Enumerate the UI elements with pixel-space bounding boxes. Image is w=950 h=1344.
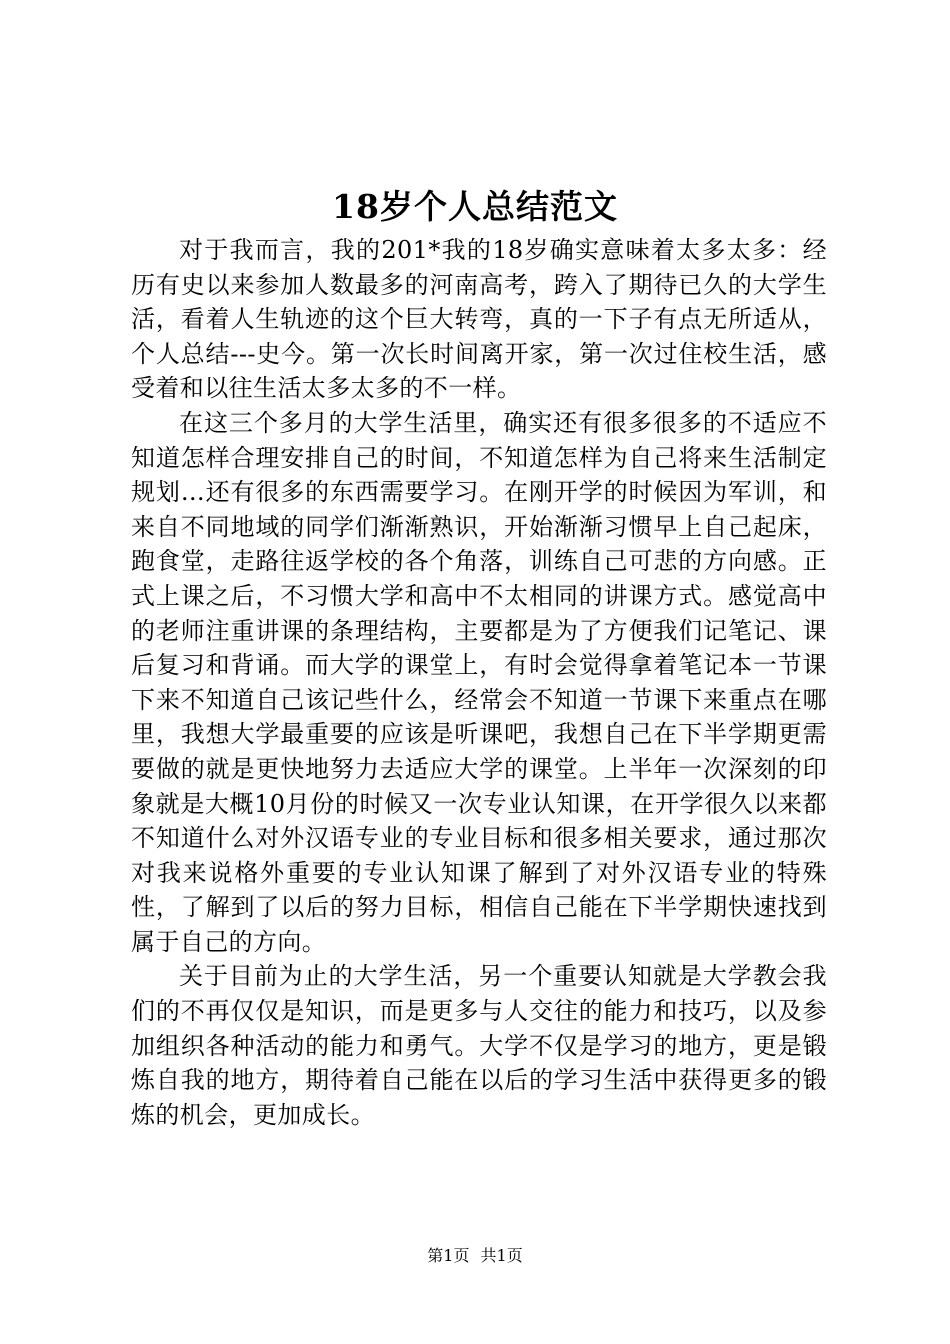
document-title: 18岁个人总结范文 xyxy=(332,187,618,226)
paragraph-3: 关于目前为止的大学生活，另一个重要认知就是大学教会我们的不再仅仅是知识，而是更多与人交往的能力和技巧，以及参加组织各种活动的能力和勇气。大学不仅是学习的地方，更是锻炼自我的地方，期待着自己能在以后的学习生活中获得更多的锻炼的机会，更加成长。 xyxy=(131,962,827,1129)
paragraph-2: 在这三个多月的大学生活里，确实还有很多很多的不适应不知道怎样合理安排自己的时间，不知道怎样为自己将来生活制定规划…还有很多的东西需要学习。在刚开学的时候因为军训，和来自不同地域的同学们渐渐熟识，开始渐渐习惯早上自己起床，跑食堂，走路往返学校的各个角落，训练自己可悲的方向感。正式上课之后，不习惯大学和高中不太相同的讲课方式。感觉高中的老师注重讲课的条理结构，主要都是为了方便我们记笔记、课后复习和背诵。而大学的课堂上，有时会觉得拿着笔记本一节课下来不知道自己该记些什么，经常会不知道一节课下来重点在哪里，我想大学最重要的应该是听课吧，我想自己在下半学期更需要做的就是更快地努力去适应大学的课堂。上半年一次深刻的印象就是大概10月份的时候又一次专业认知课，在开学很久以来都不知道什么对外汉语专业的专业目标和很多相关要求，通过那次对我来说格外重要的专业认知课了解到了对外汉语专业的特殊性，了解到了以后的努力目标，相信自己能在下半学期快速找到属于自己的方向。 xyxy=(131,408,827,956)
page-number-current: 第1页 xyxy=(427,1246,470,1265)
page-number-total: 共1页 xyxy=(480,1246,523,1265)
document-body xyxy=(131,233,827,1132)
paragraph-1: 对于我而言，我的201*我的18岁确实意味着太多太多：经历有史以来参加人数最多的河南高考，跨入了期待已久的大学生活，看着人生轨迹的这个巨大转弯，真的一下子有点无所适从，个人总结---史今。第一次长时间离开家，第一次过住校生活，感受着和以往生活太多太多的不一样。 xyxy=(131,236,827,403)
page-footer xyxy=(0,1244,950,1268)
